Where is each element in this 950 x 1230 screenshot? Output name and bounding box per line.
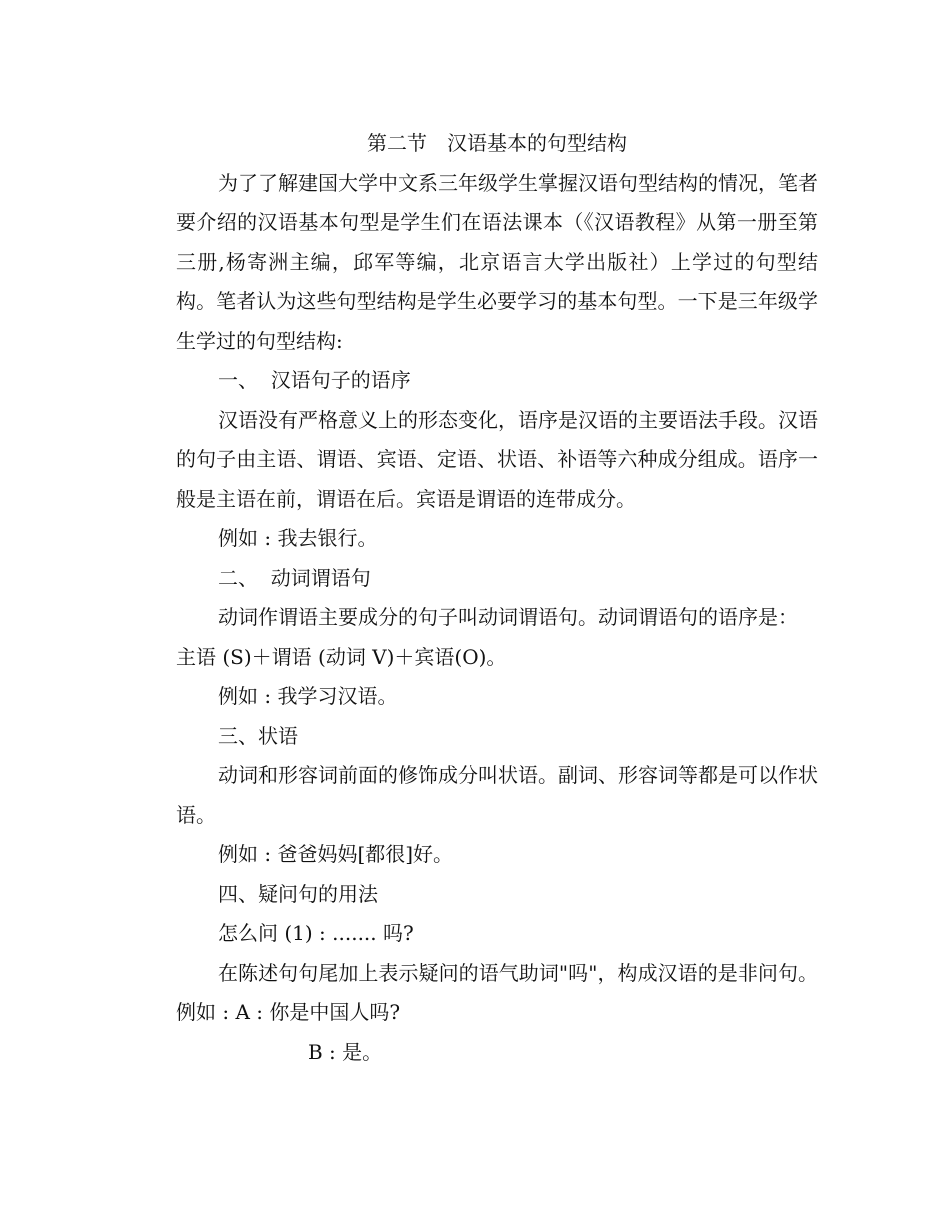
section1-paragraph: 汉语没有严格意义上的形态变化，语序是汉语的主要语法手段。汉语的句子由主语、谓语、宾语、定语、状语、补语等六种成分组成。语序一般是主语在前，谓语在后。宾语是谓语的连带成分。 <box>176 407 818 511</box>
section2-example: 例如 : 我学习汉语。 <box>218 684 398 708</box>
section3-example: 例如 : 爸爸妈妈[都很]好。 <box>218 842 454 866</box>
section4-answer: B : 是。 <box>308 1039 383 1064</box>
section4-paragraph: 在陈述句句尾加上表示疑问的语气助词"吗"，构成汉语的是非问句。例如 : A : 你是中国人吗? <box>176 960 818 1024</box>
section4-heading: 四、疑问句的用法 <box>218 881 378 906</box>
section2-heading: 二、 动词谓语句 <box>218 565 371 590</box>
intro-paragraph: 为了了解建国大学中文系三年级学生掌握汉语句型结构的情况，笔者要介绍的汉语基本句型是学生们在语法课本（《汉语教程》从第一册至第三册,杨寄洲主编，邱军等编，北京语言大学出版社）上学过的句型结构。笔者认为这些句型结构是学生必要学习的基本句型。一下是三年级学生学过的句型结构: <box>176 170 818 353</box>
section2-formula: 主语 (S)＋谓语 (动词 V)＋宾语(O)。 <box>176 644 507 669</box>
section3-paragraph: 动词和形容词前面的修饰成分叫状语。副词、形容词等都是可以作状语。 <box>176 763 818 827</box>
section3-heading: 三、状语 <box>218 723 298 748</box>
section-title: 第二节 汉语基本的句型结构 <box>367 131 627 155</box>
section1-heading: 一、 汉语句子的语序 <box>218 368 411 392</box>
section1-example: 例如 : 我去银行。 <box>218 526 378 550</box>
section4-subheading: 怎么问 (1) : ....... 吗? <box>218 921 414 945</box>
document-body <box>176 124 818 1072</box>
section2-paragraph: 动词作谓语主要成分的句子叫动词谓语句。动词谓语句的语序是： <box>218 605 798 629</box>
